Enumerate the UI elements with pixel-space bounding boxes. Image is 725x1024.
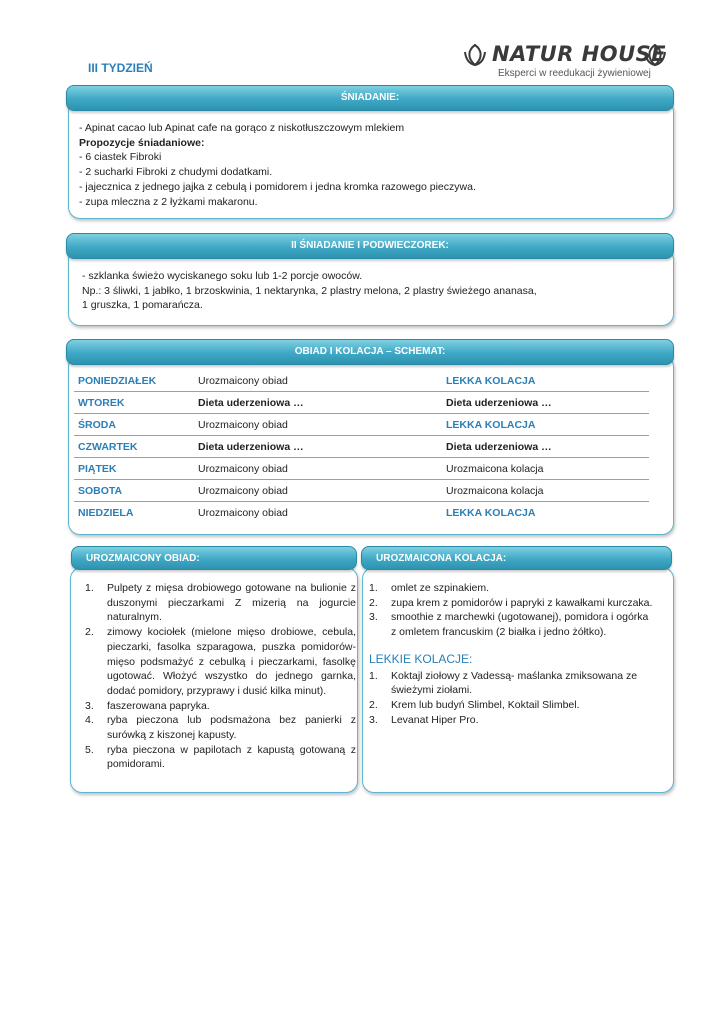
schedule-day: WTOREK <box>74 392 194 414</box>
list-text: ryba pieczona w papilotach z kapustą gotowaną z pomidorami. <box>107 743 356 771</box>
drugie-content <box>82 269 537 313</box>
obiad-header: UROZMAICONY OBIAD: <box>71 546 357 570</box>
drugie-line: - szklanka świeżo wyciskanego soku lub 1-2 porcje owoców. <box>82 270 363 282</box>
obiad-list <box>85 581 356 772</box>
schedule-day: NIEDZIELA <box>78 506 134 519</box>
logo-name: NATUR HOUSE <box>492 42 667 66</box>
schedule-kolacja: LEKKA KOLACJA <box>442 414 649 436</box>
natur-house-logo <box>462 40 667 82</box>
schedule-row <box>74 370 649 392</box>
list-number: 2. <box>85 626 94 639</box>
sniadanie-subheading: Propozycje śniadaniowe: <box>79 136 205 149</box>
list-number: 1. <box>85 582 94 594</box>
list-number: 5. <box>85 743 94 756</box>
schedule-row <box>74 392 649 414</box>
schedule-kolacja: Urozmaicona kolacja <box>442 480 649 502</box>
list-text: omlet ze szpinakiem. <box>391 582 490 594</box>
list-text: ryba pieczona lub podsmażona bez panierki z surówką z kiszonej kapusty. <box>107 714 356 742</box>
schedule-table <box>74 370 649 523</box>
schedule-kolacja: LEKKA KOLACJA <box>446 506 536 519</box>
schedule-kolacja: Urozmaicona kolacja <box>442 458 649 480</box>
list-text: smoothie z marchewki (ugotowanej), pomidora i ogórka z omletem francuskim (2 białka i jedno żółtko). <box>391 611 649 639</box>
list-item <box>369 669 655 698</box>
kolacja-header: UROZMAICONA KOLACJA: <box>361 546 672 570</box>
list-text: faszerowana papryka. <box>107 699 210 712</box>
sniadanie-line: - zupa mleczna z 2 łyżkami makaronu. <box>79 195 258 208</box>
schedule-day: CZWARTEK <box>74 436 194 458</box>
list-text: zimowy kociołek (mielone mięso drobiowe, cebula, pieczarki, fasolka szparagowa, puszka pomidorów- mięso podsmażyć z cebulką i pieczarkami, fasolkę ugotować. Włożyć wszystko do jednego garnka, dodać pomidory, przyprawy i dusić kilka minut). <box>107 626 356 697</box>
list-item <box>85 581 356 625</box>
schedule-obiad: Urozmaicony obiad <box>194 370 442 392</box>
lekkie-list <box>369 669 655 728</box>
schedule-obiad: Urozmaicony obiad <box>194 414 442 436</box>
list-item <box>369 596 655 611</box>
list-item <box>369 698 655 713</box>
list-number: 3. <box>369 611 378 624</box>
list-item <box>85 743 356 772</box>
schedule-row <box>74 458 649 480</box>
schedule-day: PONIEDZIAŁEK <box>74 370 194 392</box>
week-title: III TYDZIEŃ <box>88 61 153 75</box>
list-text: Koktajl ziołowy z Vadessą- maślanka zmiksowana ze świeżymi ziołami. <box>391 669 638 697</box>
list-number: 3. <box>85 699 94 712</box>
leaf-left-icon <box>462 42 488 68</box>
list-item <box>369 610 655 639</box>
kolacja-content <box>369 581 655 727</box>
list-text: Levanat Hiper Pro. <box>391 713 479 726</box>
schedule-obiad: Dieta uderzeniowa … <box>194 392 442 414</box>
schedule-day: ŚRODA <box>74 414 194 436</box>
logo-tagline: Eksperci w reedukacji żywieniowej <box>498 68 651 79</box>
schedule-obiad: Dieta uderzeniowa … <box>194 436 442 458</box>
list-item <box>85 713 356 742</box>
sniadanie-line: - jajecznica z jednego jajka z cebulą i pomidorem i jedna kromka razowego pieczywa. <box>79 180 476 193</box>
schedule-row <box>74 480 649 502</box>
schedule-obiad: Urozmaicony obiad <box>194 458 442 480</box>
list-item <box>85 625 356 699</box>
sniadanie-line: - Apinat cacao lub Apinat cafe na gorąco z niskotłuszczowym mlekiem <box>79 122 405 134</box>
drugie-line: Np.: 3 śliwki, 1 jabłko, 1 brzoskwinia, 1 nektarynka, 2 plastry melona, 2 plastry świeżego ananasa, <box>82 284 537 297</box>
obiad-content <box>85 581 356 772</box>
list-number: 1. <box>369 582 378 594</box>
list-number: 3. <box>369 713 378 726</box>
drugie-line: 1 gruszka, 1 pomarańcza. <box>82 299 203 312</box>
list-number: 2. <box>369 698 378 711</box>
list-item <box>369 581 655 596</box>
list-text: zupa krem z pomidorów i papryki z kawałkami kurczaka. <box>391 596 653 609</box>
schedule-row <box>74 436 649 458</box>
list-number: 4. <box>85 714 94 727</box>
schedule-kolacja: Dieta uderzeniowa … <box>442 436 649 458</box>
list-item <box>369 713 655 728</box>
sniadanie-line: - 6 ciastek Fibroki <box>79 151 162 164</box>
list-number: 2. <box>369 596 378 609</box>
schemat-header: OBIAD I KOLACJA – SCHEMAT: <box>66 339 674 365</box>
lekkie-kolacje-title: LEKKIE KOLACJE: <box>369 651 473 666</box>
sniadanie-content <box>79 121 476 209</box>
schedule-obiad: Urozmaicony obiad <box>198 506 288 519</box>
drugie-header: II ŚNIADANIE I PODWIECZOREK: <box>66 233 674 259</box>
schedule-row <box>74 502 649 524</box>
kolacja-list <box>369 581 655 640</box>
schedule-obiad: Urozmaicony obiad <box>194 480 442 502</box>
schedule-row <box>74 414 649 436</box>
list-text: Krem lub budyń Slimbel, Koktail Slimbel. <box>391 698 580 711</box>
list-number: 1. <box>369 669 378 682</box>
schedule-kolacja: Dieta uderzeniowa … <box>442 392 649 414</box>
sniadanie-line: - 2 sucharki Fibroki z chudymi dodatkami. <box>79 166 273 179</box>
schedule-day: PIĄTEK <box>74 458 194 480</box>
sniadanie-header: ŚNIADANIE: <box>66 85 674 111</box>
list-text: Pulpety z mięsa drobiowego gotowane na bulionie z duszonymi pieczarkami Z mizerią na jogurcie naturalnym. <box>107 582 356 624</box>
schedule-kolacja: LEKKA KOLACJA <box>442 370 649 392</box>
list-item <box>85 699 356 714</box>
schedule-day: SOBOTA <box>74 480 194 502</box>
leaf-right-icon <box>642 42 668 68</box>
